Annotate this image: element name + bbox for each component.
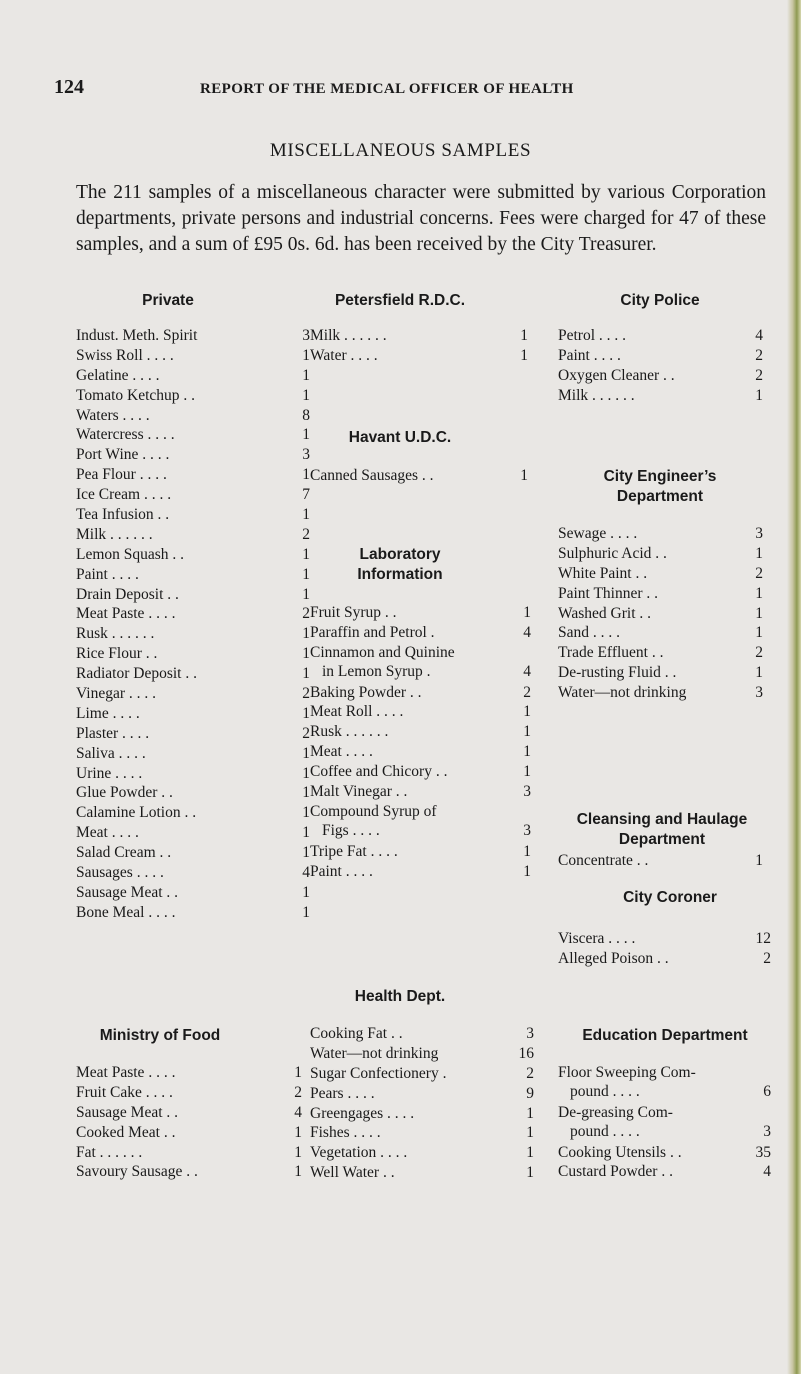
- item-label: Baking Powder . .: [310, 683, 422, 701]
- item-count: 1: [755, 604, 763, 622]
- list-item: [76, 347, 310, 367]
- list-item: [310, 624, 531, 644]
- list-item: [76, 486, 310, 506]
- item-count: 2: [302, 525, 310, 543]
- list-coroner: [558, 930, 771, 970]
- item-label: Paint . . . .: [310, 862, 373, 880]
- list-laboratory: [310, 604, 531, 883]
- item-label: Cinnamon and Quinine: [310, 643, 455, 661]
- item-count: 1: [755, 544, 763, 562]
- list-item: [76, 1084, 302, 1104]
- item-label: Salad Cream . .: [76, 844, 172, 862]
- item-label: Washed Grit . .: [558, 604, 652, 622]
- list-item: [310, 763, 531, 783]
- item-label: Rice Flour . .: [76, 645, 158, 663]
- item-count: 35: [755, 1143, 771, 1161]
- list-item: [558, 387, 763, 407]
- item-count: 1: [755, 664, 763, 682]
- list-item: [76, 765, 310, 785]
- item-count: 1: [526, 1124, 534, 1142]
- item-count: 1: [302, 704, 310, 722]
- list-item: [76, 665, 310, 685]
- list-item: [76, 904, 310, 924]
- list-item: [558, 585, 763, 605]
- list-item: [76, 367, 310, 387]
- item-count: 1: [302, 764, 310, 782]
- heading-ministry: Ministry of Food: [99, 1027, 221, 1044]
- item-count: 1: [755, 584, 763, 602]
- list-item: [76, 466, 310, 486]
- item-label: Paint Thinner . .: [558, 584, 659, 602]
- list-item: [76, 407, 310, 427]
- item-label: Sulphuric Acid . .: [558, 544, 667, 562]
- item-count: 1: [523, 862, 531, 880]
- list-item: [310, 1025, 534, 1045]
- item-count: 1: [520, 327, 528, 344]
- item-label: Fishes . . . .: [310, 1124, 381, 1142]
- list-police: [558, 327, 763, 407]
- item-count: 2: [302, 724, 310, 742]
- item-label: Lemon Squash . .: [76, 545, 185, 563]
- item-label: Ice Cream . . . .: [76, 486, 172, 504]
- item-label: Viscera . . . .: [558, 930, 636, 947]
- item-count: 1: [526, 1144, 534, 1162]
- item-count: 12: [755, 930, 771, 947]
- item-label: Swiss Roll . . . .: [76, 346, 174, 364]
- item-label: Lime . . . .: [76, 704, 140, 722]
- item-count: 3: [523, 783, 531, 801]
- item-count: 1: [294, 1064, 302, 1081]
- list-item: [310, 644, 531, 684]
- list-education: [558, 1064, 771, 1183]
- item-count: 2: [302, 685, 310, 703]
- list-item: [76, 884, 310, 904]
- list-item: [76, 1163, 302, 1183]
- list-item: [76, 426, 310, 446]
- item-label: Urine . . . .: [76, 764, 143, 782]
- item-label: Malt Vinegar . .: [310, 783, 408, 801]
- item-label: Waters . . . .: [76, 406, 150, 424]
- item-count: 1: [302, 625, 310, 643]
- item-count: 2: [755, 346, 763, 364]
- item-label: Drain Deposit . .: [76, 585, 179, 603]
- list-item: [558, 624, 763, 644]
- list-item: [558, 950, 771, 970]
- item-count: 1: [755, 852, 763, 869]
- list-item: [558, 525, 763, 545]
- item-count: 1: [302, 824, 310, 842]
- list-item: [558, 367, 763, 387]
- item-label: Tripe Fat . . . .: [310, 842, 398, 860]
- item-label: Fat . . . . . .: [76, 1143, 143, 1161]
- list-item: [310, 1105, 534, 1125]
- list-item: [76, 685, 310, 705]
- item-count: 1: [294, 1123, 302, 1141]
- item-label: Sausage Meat . .: [76, 1103, 179, 1121]
- item-label: Cooking Utensils . .: [558, 1143, 682, 1161]
- heading-havant: Havant U.D.C.: [348, 429, 452, 446]
- list-engineer: [558, 525, 763, 704]
- list-item: [310, 1085, 534, 1105]
- item-count: 3: [523, 821, 531, 839]
- item-label: Paint . . . .: [76, 565, 139, 583]
- item-label: Sausage Meat . .: [76, 883, 179, 901]
- list-item: [310, 743, 531, 763]
- list-item: [310, 803, 531, 843]
- list-item: [310, 843, 531, 863]
- item-label: Fruit Syrup . .: [310, 604, 397, 621]
- item-label: Gelatine . . . .: [76, 366, 160, 384]
- item-count: 4: [294, 1103, 302, 1121]
- item-label: De-rusting Fluid . .: [558, 664, 677, 682]
- item-count: 2: [755, 564, 763, 582]
- item-count: 1: [302, 506, 310, 524]
- item-count: 1: [302, 784, 310, 802]
- item-count: 1: [302, 386, 310, 404]
- item-label: Indust. Meth. Spirit: [76, 327, 198, 344]
- list-item: [310, 347, 528, 367]
- item-label: Water—not drinking: [310, 1044, 439, 1062]
- item-label: Tea Infusion . .: [76, 506, 170, 524]
- list-item: [310, 604, 531, 624]
- list-item: [76, 804, 310, 824]
- item-label: Fruit Cake . . . .: [76, 1083, 173, 1101]
- list-item: [76, 824, 310, 844]
- item-count: 7: [302, 486, 310, 504]
- page-number: 124: [54, 76, 84, 98]
- item-label: Rusk . . . . . .: [310, 723, 389, 741]
- item-count: 1: [302, 665, 310, 683]
- list-item: [76, 546, 310, 566]
- item-count: 1: [523, 842, 531, 860]
- item-count: 1: [302, 346, 310, 364]
- item-count: 1: [302, 844, 310, 862]
- list-item: [558, 1144, 771, 1164]
- item-count: 1: [526, 1164, 534, 1182]
- item-label: Alleged Poison . .: [558, 949, 669, 967]
- item-count: 1: [302, 804, 310, 822]
- list-item: [558, 664, 763, 684]
- list-item: [76, 1064, 302, 1084]
- list-item: [76, 327, 310, 347]
- item-label: Milk . . . . . .: [310, 327, 387, 344]
- list-item: [558, 1064, 771, 1104]
- item-count: 1: [302, 883, 310, 901]
- item-count: 2: [302, 605, 310, 623]
- list-item: [76, 745, 310, 765]
- item-label: Sewage . . . .: [558, 525, 638, 542]
- item-label: Paint . . . .: [558, 346, 621, 364]
- item-label: Vinegar . . . .: [76, 685, 156, 703]
- item-label-continuation: in Lemon Syrup .: [322, 662, 431, 680]
- list-item: [76, 725, 310, 745]
- item-count: 2: [755, 644, 763, 662]
- item-label: Greengages . . . .: [310, 1104, 415, 1122]
- list-item: [76, 645, 310, 665]
- list-item: [310, 723, 531, 743]
- item-label: De-greasing Com-: [558, 1103, 673, 1121]
- list-item: [310, 1164, 534, 1184]
- item-count: 4: [755, 327, 763, 344]
- item-count: 4: [523, 662, 531, 680]
- heading-health: Health Dept.: [354, 988, 446, 1005]
- item-label: Tomato Ketchup . .: [76, 386, 196, 404]
- item-label: Canned Sausages . .: [310, 467, 434, 484]
- item-label-continuation: pound . . . .: [570, 1122, 640, 1140]
- list-item: [310, 863, 531, 883]
- list-item: [76, 705, 310, 725]
- item-count: 4: [523, 623, 531, 641]
- list-item: [558, 684, 763, 704]
- item-label: Meat Paste . . . .: [76, 1064, 176, 1081]
- list-item: [558, 545, 763, 565]
- item-label: Sugar Confectionery .: [310, 1064, 447, 1082]
- item-label: Floor Sweeping Com-: [558, 1064, 696, 1081]
- list-ministry: [76, 1064, 302, 1183]
- item-label: Meat . . . .: [310, 743, 373, 761]
- list-cleansing: [558, 852, 763, 872]
- list-item: [310, 783, 531, 803]
- item-label: Rusk . . . . . .: [76, 625, 155, 643]
- item-label: Pea Flour . . . .: [76, 466, 167, 484]
- item-count: 1: [523, 743, 531, 761]
- intro-paragraph: The 211 samples of a miscellaneous character were submitted by various Corporation departments, private persons and industrial concerns. Fees were charged for 47 of these samples, and a sum of £95 0s. 6d. has been received by the City Treasurer.: [76, 182, 766, 255]
- heading-private: Private: [142, 292, 194, 309]
- item-label: Petrol . . . .: [558, 327, 627, 344]
- item-count: 6: [763, 1083, 771, 1100]
- item-count: 1: [302, 565, 310, 583]
- list-item: [76, 387, 310, 407]
- item-count: 1: [755, 386, 763, 404]
- item-count: 3: [526, 1025, 534, 1042]
- list-item: [76, 605, 310, 625]
- list-item: [310, 684, 531, 704]
- list-item: [558, 347, 763, 367]
- list-havant: [310, 467, 528, 487]
- item-count: 1: [294, 1143, 302, 1161]
- item-count: 2: [763, 949, 771, 967]
- list-item: [76, 526, 310, 546]
- list-item: [558, 644, 763, 664]
- item-count: 4: [763, 1163, 771, 1181]
- item-label: Compound Syrup of: [310, 802, 437, 820]
- list-item: [558, 1163, 771, 1183]
- list-item: [76, 1104, 302, 1124]
- item-count: 2: [523, 683, 531, 701]
- heading-cleansing: Cleansing and Haulage Department: [576, 811, 748, 848]
- item-count: 1: [302, 645, 310, 663]
- item-label: Cooked Meat . .: [76, 1123, 176, 1141]
- item-label: Trade Effluent . .: [558, 644, 664, 662]
- list-item: [76, 566, 310, 586]
- item-label: Milk . . . . . .: [558, 386, 635, 404]
- list-item: [310, 1065, 534, 1085]
- item-label: Pears . . . .: [310, 1084, 375, 1102]
- list-item: [558, 1104, 771, 1144]
- item-label: Cooking Fat . .: [310, 1025, 403, 1042]
- item-count: 1: [302, 744, 310, 762]
- list-item: [558, 565, 763, 585]
- list-item: [76, 844, 310, 864]
- list-item: [76, 1144, 302, 1164]
- item-count: 1: [520, 467, 528, 484]
- item-label: Water—not drinking: [558, 684, 687, 702]
- heading-petersfield: Petersfield R.D.C.: [334, 292, 466, 309]
- list-item: [558, 852, 763, 872]
- heading-engineer: City Engineer’s Department: [603, 468, 717, 505]
- heading-education: Education Department: [582, 1027, 748, 1044]
- item-count: 8: [302, 406, 310, 424]
- item-count: 2: [526, 1064, 534, 1082]
- page-edge: [787, 0, 801, 1374]
- list-item: [558, 327, 763, 347]
- item-label: White Paint . .: [558, 564, 648, 582]
- item-count: 2: [755, 366, 763, 384]
- list-item: [76, 446, 310, 466]
- item-label: Glue Powder . .: [76, 784, 173, 802]
- item-label: Bone Meal . . . .: [76, 903, 176, 921]
- item-label: Savoury Sausage . .: [76, 1163, 198, 1181]
- list-item: [76, 506, 310, 526]
- item-label: Meat Roll . . . .: [310, 703, 404, 721]
- item-label: Port Wine . . . .: [76, 446, 170, 464]
- item-label: Sand . . . .: [558, 624, 620, 642]
- item-label: Concentrate . .: [558, 852, 649, 869]
- list-petersfield: [310, 327, 528, 367]
- item-count: 9: [526, 1084, 534, 1102]
- item-label: Calamine Lotion . .: [76, 804, 197, 822]
- list-item: [558, 605, 763, 625]
- item-count: 2: [294, 1083, 302, 1101]
- list-health: [310, 1025, 534, 1184]
- item-label: Watercress . . . .: [76, 426, 175, 444]
- list-private: [76, 327, 310, 924]
- item-label: Meat . . . .: [76, 824, 139, 842]
- list-item: [76, 784, 310, 804]
- item-count: 4: [302, 864, 310, 882]
- item-count: 1: [526, 1104, 534, 1122]
- item-count: 16: [518, 1044, 534, 1062]
- item-label: Oxygen Cleaner . .: [558, 366, 675, 384]
- item-count: 1: [755, 624, 763, 642]
- item-count: 1: [302, 903, 310, 921]
- item-label-continuation: Figs . . . .: [322, 821, 380, 839]
- item-label: Well Water . .: [310, 1164, 395, 1182]
- item-count: 3: [302, 446, 310, 464]
- list-item: [310, 1045, 534, 1065]
- heading-laboratory: Laboratory Information: [357, 546, 443, 583]
- item-count: 1: [523, 703, 531, 721]
- list-item: [310, 467, 528, 487]
- item-count: 1: [302, 585, 310, 603]
- item-label: Water . . . .: [310, 346, 378, 364]
- list-item: [310, 327, 528, 347]
- item-count: 1: [523, 723, 531, 741]
- item-count: 3: [755, 525, 763, 542]
- list-item: [76, 625, 310, 645]
- list-item: [76, 1124, 302, 1144]
- item-count: 1: [302, 466, 310, 484]
- item-label: Saliva . . . .: [76, 744, 146, 762]
- list-item: [310, 703, 531, 723]
- running-title: REPORT OF THE MEDICAL OFFICER OF HEALTH: [200, 81, 574, 97]
- heading-police: City Police: [620, 292, 700, 309]
- item-count: 1: [302, 426, 310, 444]
- item-count: 1: [520, 346, 528, 364]
- item-count: 1: [294, 1163, 302, 1181]
- item-label: Milk . . . . . .: [76, 525, 153, 543]
- list-item: [558, 930, 771, 950]
- heading-coroner: City Coroner: [623, 889, 717, 906]
- item-count: 1: [302, 545, 310, 563]
- list-item: [76, 864, 310, 884]
- item-count: 3: [302, 327, 310, 344]
- list-item: [310, 1124, 534, 1144]
- list-item: [76, 586, 310, 606]
- item-count: 1: [523, 604, 531, 621]
- item-label: Plaster . . . .: [76, 724, 150, 742]
- item-label: Meat Paste . . . .: [76, 605, 176, 623]
- item-label: Coffee and Chicory . .: [310, 763, 448, 781]
- item-count: 1: [302, 366, 310, 384]
- item-count: 1: [523, 763, 531, 781]
- item-label: Vegetation . . . .: [310, 1144, 408, 1162]
- item-label: Radiator Deposit . .: [76, 665, 197, 683]
- item-label-continuation: pound . . . .: [570, 1083, 640, 1100]
- item-label: Paraffin and Petrol .: [310, 623, 435, 641]
- section-title: MISCELLANEOUS SAMPLES: [269, 140, 532, 161]
- item-count: 3: [763, 1122, 771, 1140]
- item-label: Custard Powder . .: [558, 1163, 673, 1181]
- list-item: [310, 1144, 534, 1164]
- item-label: Sausages . . . .: [76, 864, 164, 882]
- item-count: 3: [755, 684, 763, 702]
